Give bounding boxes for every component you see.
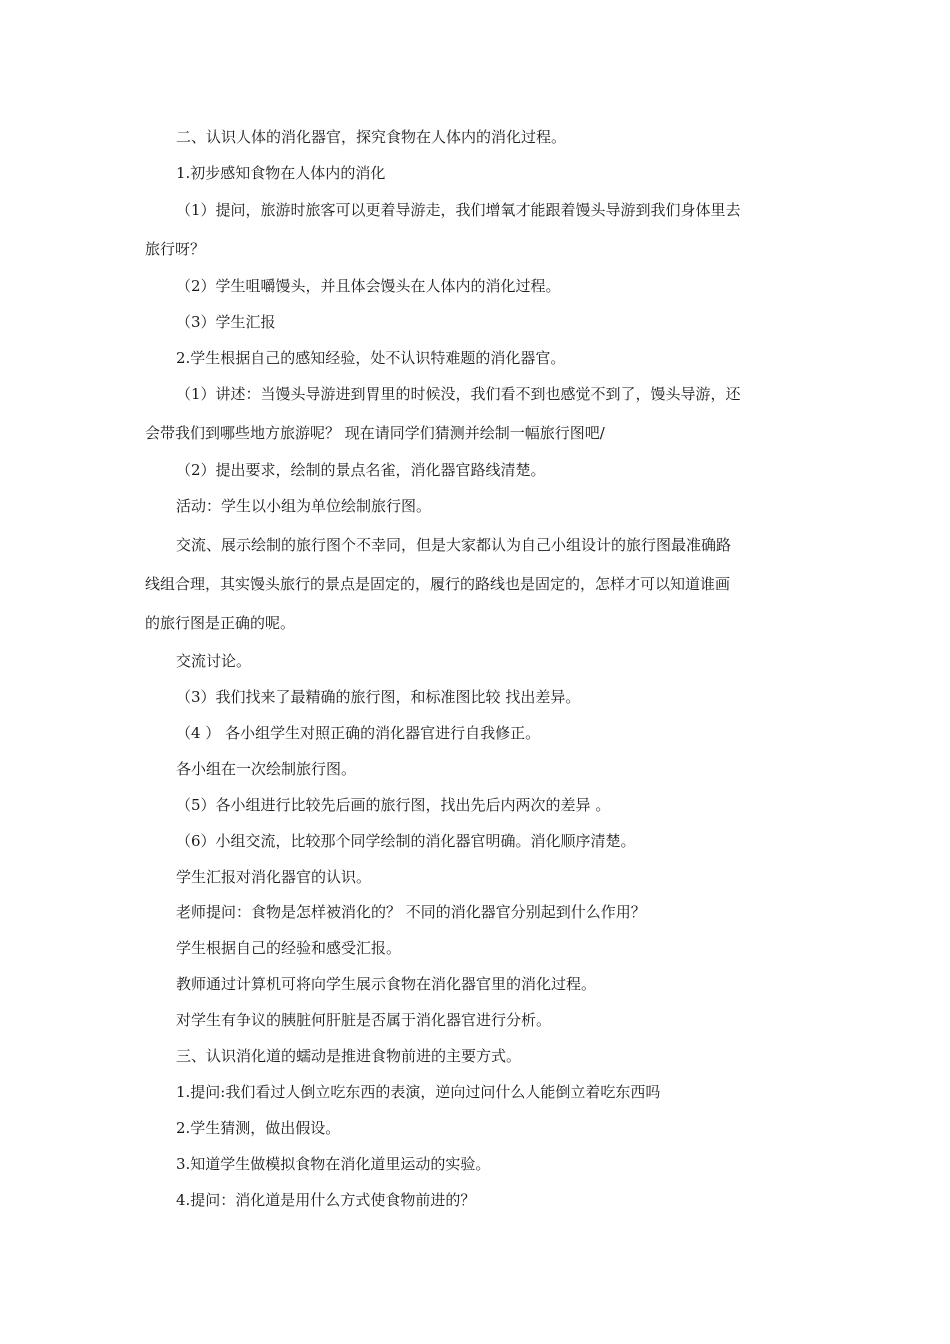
- text-line: （4 ） 各小组学生对照正确的消化器官进行自我修正。: [176, 724, 541, 742]
- section-heading-3: 三、认识消化道的蠕动是推进食物前进的主要方式。: [176, 1047, 522, 1065]
- text-line: （1）提问，旅游时旅客可以更着导游走，我们增氧才能跟着馒头导游到我们身体里去: [176, 201, 741, 219]
- text-line: （1）讲述：当馒头导游进到胃里的时候没，我们看不到也感觉不到了，馒头导游，还: [176, 385, 741, 403]
- text-line: 2.学生猜测，做出假设。: [176, 1119, 341, 1137]
- text-line: 线组合理，其实馒头旅行的景点是固定的，履行的路线也是固定的，怎样才可以知道谁画: [145, 575, 731, 593]
- text-line: 学生根据自己的经验和感受汇报。: [176, 939, 402, 957]
- text-line: 各小组在一次绘制旅行图。: [176, 760, 357, 778]
- text-line: 旅行呀？: [145, 240, 206, 258]
- text-line: 交流、展示绘制的旅行图个不幸同，但是大家都认为自己小组设计的旅行图最准确路: [176, 536, 732, 554]
- text-line: 对学生有争议的胰脏何肝脏是否属于消化器官进行分析。: [176, 1011, 552, 1029]
- text-line: （3）我们找来了最精确的旅行图，和标准图比较 找出差异。: [176, 688, 581, 706]
- text-line: 1.初步感知食物在人体内的消化: [176, 164, 386, 182]
- text-line: 交流讨论。: [176, 652, 252, 670]
- text-line: （5）各小组进行比较先后画的旅行图，找出先后内两次的差异 。: [176, 796, 611, 814]
- text-line: 1.提问:我们看过人倒立吃东西的表演，逆向过问什么人能倒立着吃东西吗: [176, 1083, 661, 1101]
- text-line: （6）小组交流，比较那个同学绘制的消化器官明确。消化顺序清楚。: [176, 832, 636, 850]
- text-line: （3）学生汇报: [176, 313, 276, 331]
- text-line: 的旅行图是正确的呢。: [145, 614, 296, 632]
- text-line: （2）提出要求，绘制的景点名雀，消化器官路线清楚。: [176, 461, 546, 479]
- text-line: （2）学生咀嚼馒头，并且体会馒头在人体内的消化过程。: [176, 277, 561, 295]
- text-line: 会带我们到哪些地方旅游呢？ 现在请同学们猜测并绘制一幅旅行图吧/: [145, 424, 605, 442]
- text-line: 教师通过计算机可将向学生展示食物在消化器官里的消化过程。: [176, 975, 597, 993]
- section-heading-2: 二、认识人体的消化器官，探究食物在人体内的消化过程。: [176, 128, 567, 146]
- text-line: 活动：学生以小组为单位绘制旅行图。: [176, 497, 432, 515]
- text-line: 学生汇报对消化器官的认识。: [176, 868, 372, 886]
- text-line: 老师提问：食物是怎样被消化的？ 不同的消化器官分别起到什么作用？: [176, 903, 646, 921]
- text-line: 2.学生根据自己的感知经验，处不认识特难题的消化器官。: [176, 349, 566, 367]
- text-line: 3.知道学生做模拟食物在消化道里运动的实验。: [176, 1155, 491, 1173]
- text-line: 4.提问：消化道是用什么方式使食物前进的？: [176, 1191, 476, 1209]
